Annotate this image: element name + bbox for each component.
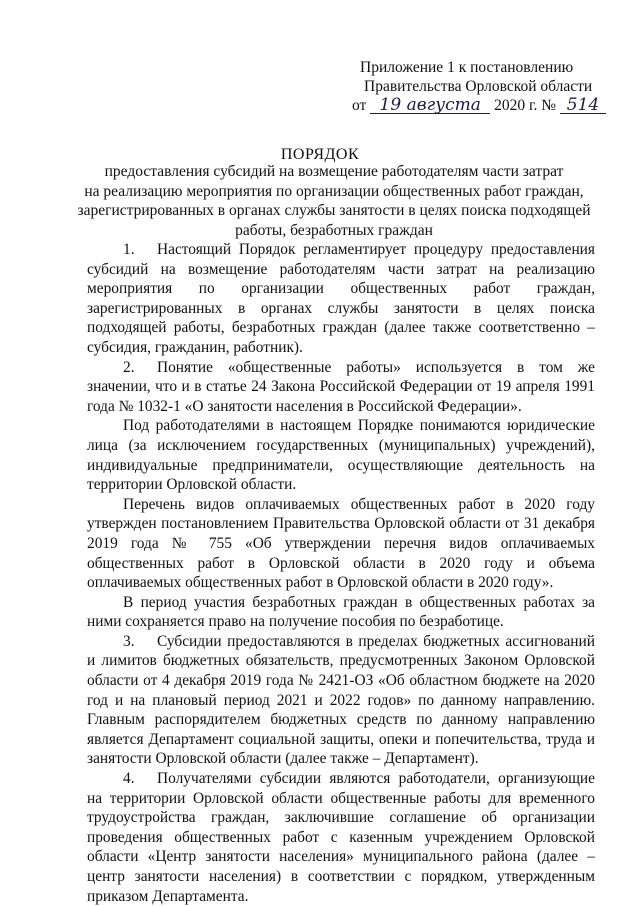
paragraph-text: Получателями субсидии являются работодатели, организующие на территории Орловской области общественные работы для временного трудоустройства граждан, заключившие соглашение об организации проведения общественных работ с казенным учреждением Орловской области «Центр занятости населения» муниципального района (далее – центр занятости населения) в соответствии с порядком, утвержденным приказом Департамента. [87, 770, 595, 905]
paragraph-text: Понятие «общественные работы» используется в том же значении, что и в статье 24 Закона Российской Федерации от 19 апреля 1991 года № 1032-1 «О занятости населения в Российской Федерации». [87, 358, 595, 415]
subtitle-line: работы, безработных граждан [235, 221, 433, 239]
subtitle-line: зарегистрированных в органах службы занятости в целях поиска подходящей [77, 202, 591, 220]
paragraph-number: 3. [123, 632, 135, 650]
paragraph-4 [87, 769, 595, 906]
subtitle-line: предоставления субсидий на возмещение работодателям части затрат [104, 163, 564, 180]
year-number-label: 2020 г. № [494, 97, 557, 114]
paragraph-number: 4. [123, 770, 135, 788]
paragraph-benefit: В период участия безработных граждан в общественных работах за ними сохраняется право на получение пособия по безработице. [87, 593, 595, 631]
handwritten-date: 19 августа [370, 97, 490, 114]
appendix-header [352, 58, 602, 115]
handwritten-number: 514 [560, 97, 606, 114]
paragraph-3 [87, 632, 595, 769]
paragraph-number: 1. [123, 241, 135, 258]
paragraph-text: Настоящий Порядок регламентирует процедуру предоставления субсидий на возмещение работодателям части затрат на реализацию мероприятия по организации общественных работ граждан, зарегистрированных в органах службы занятости в целях поиска подходящей работы, безработных граждан (далее также соответственно – субсидия, гражданин, работник). [87, 241, 595, 356]
appendix-line-2: Правительства Орловской области [364, 78, 593, 95]
appendix-line-1: Приложение 1 к постановлению [360, 59, 574, 76]
subtitle-line: на реализацию мероприятия по организации общественных работ граждан, [84, 182, 584, 200]
paragraph-text: Субсидии предоставляются в пределах бюджетных ассигнований и лимитов бюджетных обязательств, предусмотренных Законом Орловской области от 4 декабря 2019 года № 2421-ОЗ «Об областном бюджете на 2020 год и на плановый период 2021 и 2022 годов» по данному направлению. Главным распорядителем бюджетных средств по данному направлению является Департамент социальной защиты, опеки и попечительства, труда и занятости Орловской области (далее также – Департамент). [87, 632, 595, 768]
paragraph-2 [87, 358, 595, 417]
appendix-date-line [352, 96, 602, 115]
paragraph-list: Перечень видов оплачиваемых общественных работ в 2020 году утвержден постановлением Правительства Орловской области от 31 декабря 2019 года № 755 «Об утверждении перечня видов оплачиваемых общественных работ в Орловской области в 2020 году и объема оплачиваемых общественных работ в Орловской области в 2020 году». [87, 495, 595, 592]
paragraph-employers: Под работодателями в настоящем Порядке понимаются юридические лица (за исключением государственных (муниципальных) учреждений), индивидуальные предприниматели, осуществляющие деятельность на территории Орловской области. [87, 417, 595, 494]
from-label: от [352, 97, 367, 114]
paragraph-1 [87, 240, 595, 358]
document-title: ПОРЯДОК [280, 146, 360, 163]
paragraph-number: 2. [123, 358, 135, 376]
document-subtitle [74, 162, 594, 240]
document-body [87, 240, 595, 906]
